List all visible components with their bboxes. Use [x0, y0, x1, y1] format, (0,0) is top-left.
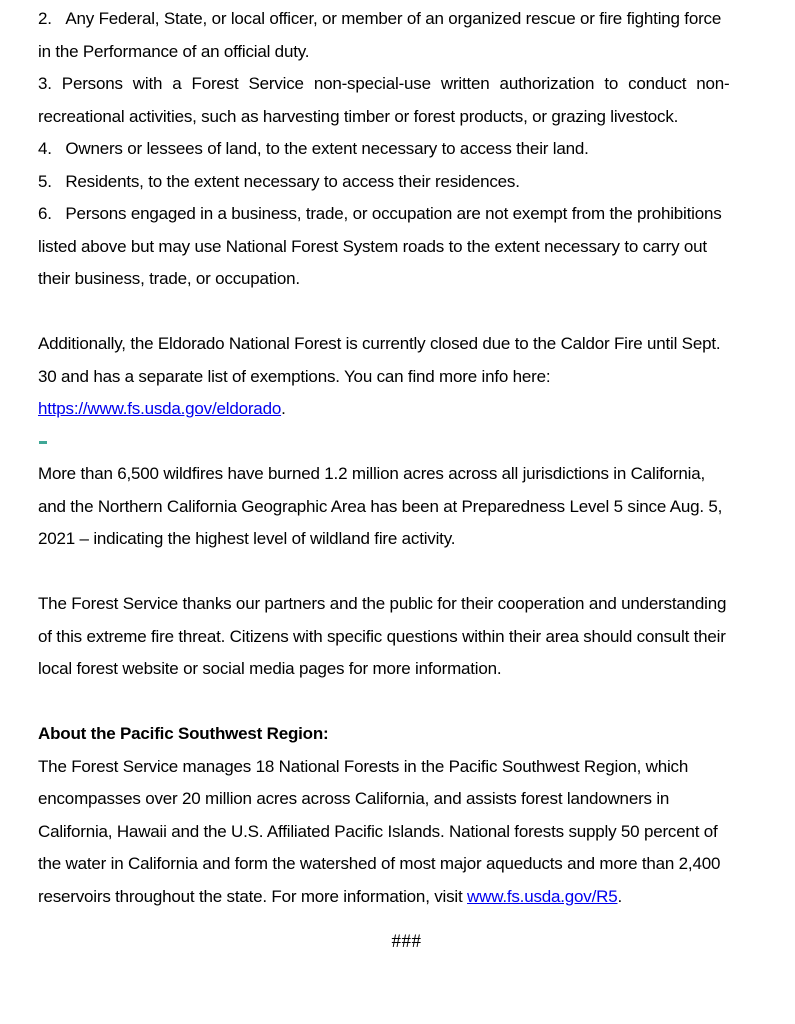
exemption-item-6-line3: their business, trade, or occupation. — [38, 269, 300, 288]
thanks-paragraph-line1: The Forest Service thanks our partners and the public for their cooperation and understanding — [38, 594, 727, 613]
r5-link-period: . — [617, 886, 622, 906]
exemption-item-6-line2: listed above but may use National Forest System roads to the extent necessary to carry out — [38, 236, 707, 256]
eldorado-link-period: . — [281, 399, 286, 418]
wildfire-stats-line1: More than 6,500 wildfires have burned 1.2 million acres across all jurisdictions in California, — [38, 464, 705, 483]
exemptions-list — [38, 3, 775, 296]
wildfire-stats-line2: and the Northern California Geographic Area has been at Preparedness Level 5 since Aug. 5, — [38, 496, 723, 516]
about-section-line1: The Forest Service manages 18 National Forests in the Pacific Southwest Region, which — [38, 756, 689, 776]
exemption-item-2-line2: in the Performance of an official duty. — [38, 41, 310, 61]
about-section-line2: encompasses over 20 million acres across California, and assists forest landowners in — [38, 789, 670, 808]
eldorado-paragraph-line1: Additionally, the Eldorado National Forest is currently closed due to the Caldor Fire until Sept. — [38, 334, 721, 353]
exemption-item-3-line2: recreational activities, such as harvesting timber or forest products, or grazing livestock. — [38, 106, 679, 126]
wildfire-stats-line3: 2021 – indicating the highest level of wildland fire activity. — [38, 529, 456, 548]
exemption-item-5-line1: 5. Residents, to the extent necessary to access their residences. — [38, 171, 520, 191]
thanks-paragraph-line2: of this extreme fire threat. Citizens with specific questions within their area should consult their — [38, 626, 726, 646]
thanks-paragraph — [38, 588, 775, 686]
thanks-paragraph-line3: local forest website or social media pages for more information. — [38, 659, 502, 678]
anchor-mark-line — [38, 426, 775, 459]
r5-link[interactable]: www.fs.usda.gov/R5 — [467, 886, 618, 906]
eldorado-link-line — [38, 393, 775, 426]
eldorado-paragraph-line2: 30 and has a separate list of exemptions. You can find more info here: — [38, 366, 551, 386]
eldorado-link[interactable]: https://www.fs.usda.gov/eldorado — [38, 399, 282, 418]
eldorado-paragraph — [38, 328, 775, 426]
about-section-line5-text: reservoirs throughout the state. For more information, visit — [38, 886, 468, 906]
about-section-line5 — [38, 881, 775, 914]
about-section — [38, 718, 775, 913]
exemption-item-3-line1: 3. Persons with a Forest Service non-special-use written authorization to conduct non- — [38, 74, 730, 93]
end-mark: ### — [391, 931, 422, 952]
about-section-line3: California, Hawaii and the U.S. Affiliated Pacific Islands. National forests supply 50 percent of — [38, 821, 718, 841]
exemption-item-2-line1: 2. Any Federal, State, or local officer, or member of an organized rescue or fire fighting force — [38, 9, 722, 28]
wildfire-stats-paragraph — [38, 458, 775, 556]
anchor-dash-mark — [39, 441, 47, 444]
about-section-heading: About the Pacific Southwest Region: — [38, 724, 329, 743]
exemption-item-6-line1: 6. Persons engaged in a business, trade, or occupation are not exempt from the prohibitions — [38, 204, 722, 223]
exemption-item-4-line1: 4. Owners or lessees of land, to the extent necessary to access their land. — [38, 139, 589, 158]
about-section-line4: the water in California and form the watershed of most major aqueducts and more than 2,400 — [38, 854, 721, 873]
